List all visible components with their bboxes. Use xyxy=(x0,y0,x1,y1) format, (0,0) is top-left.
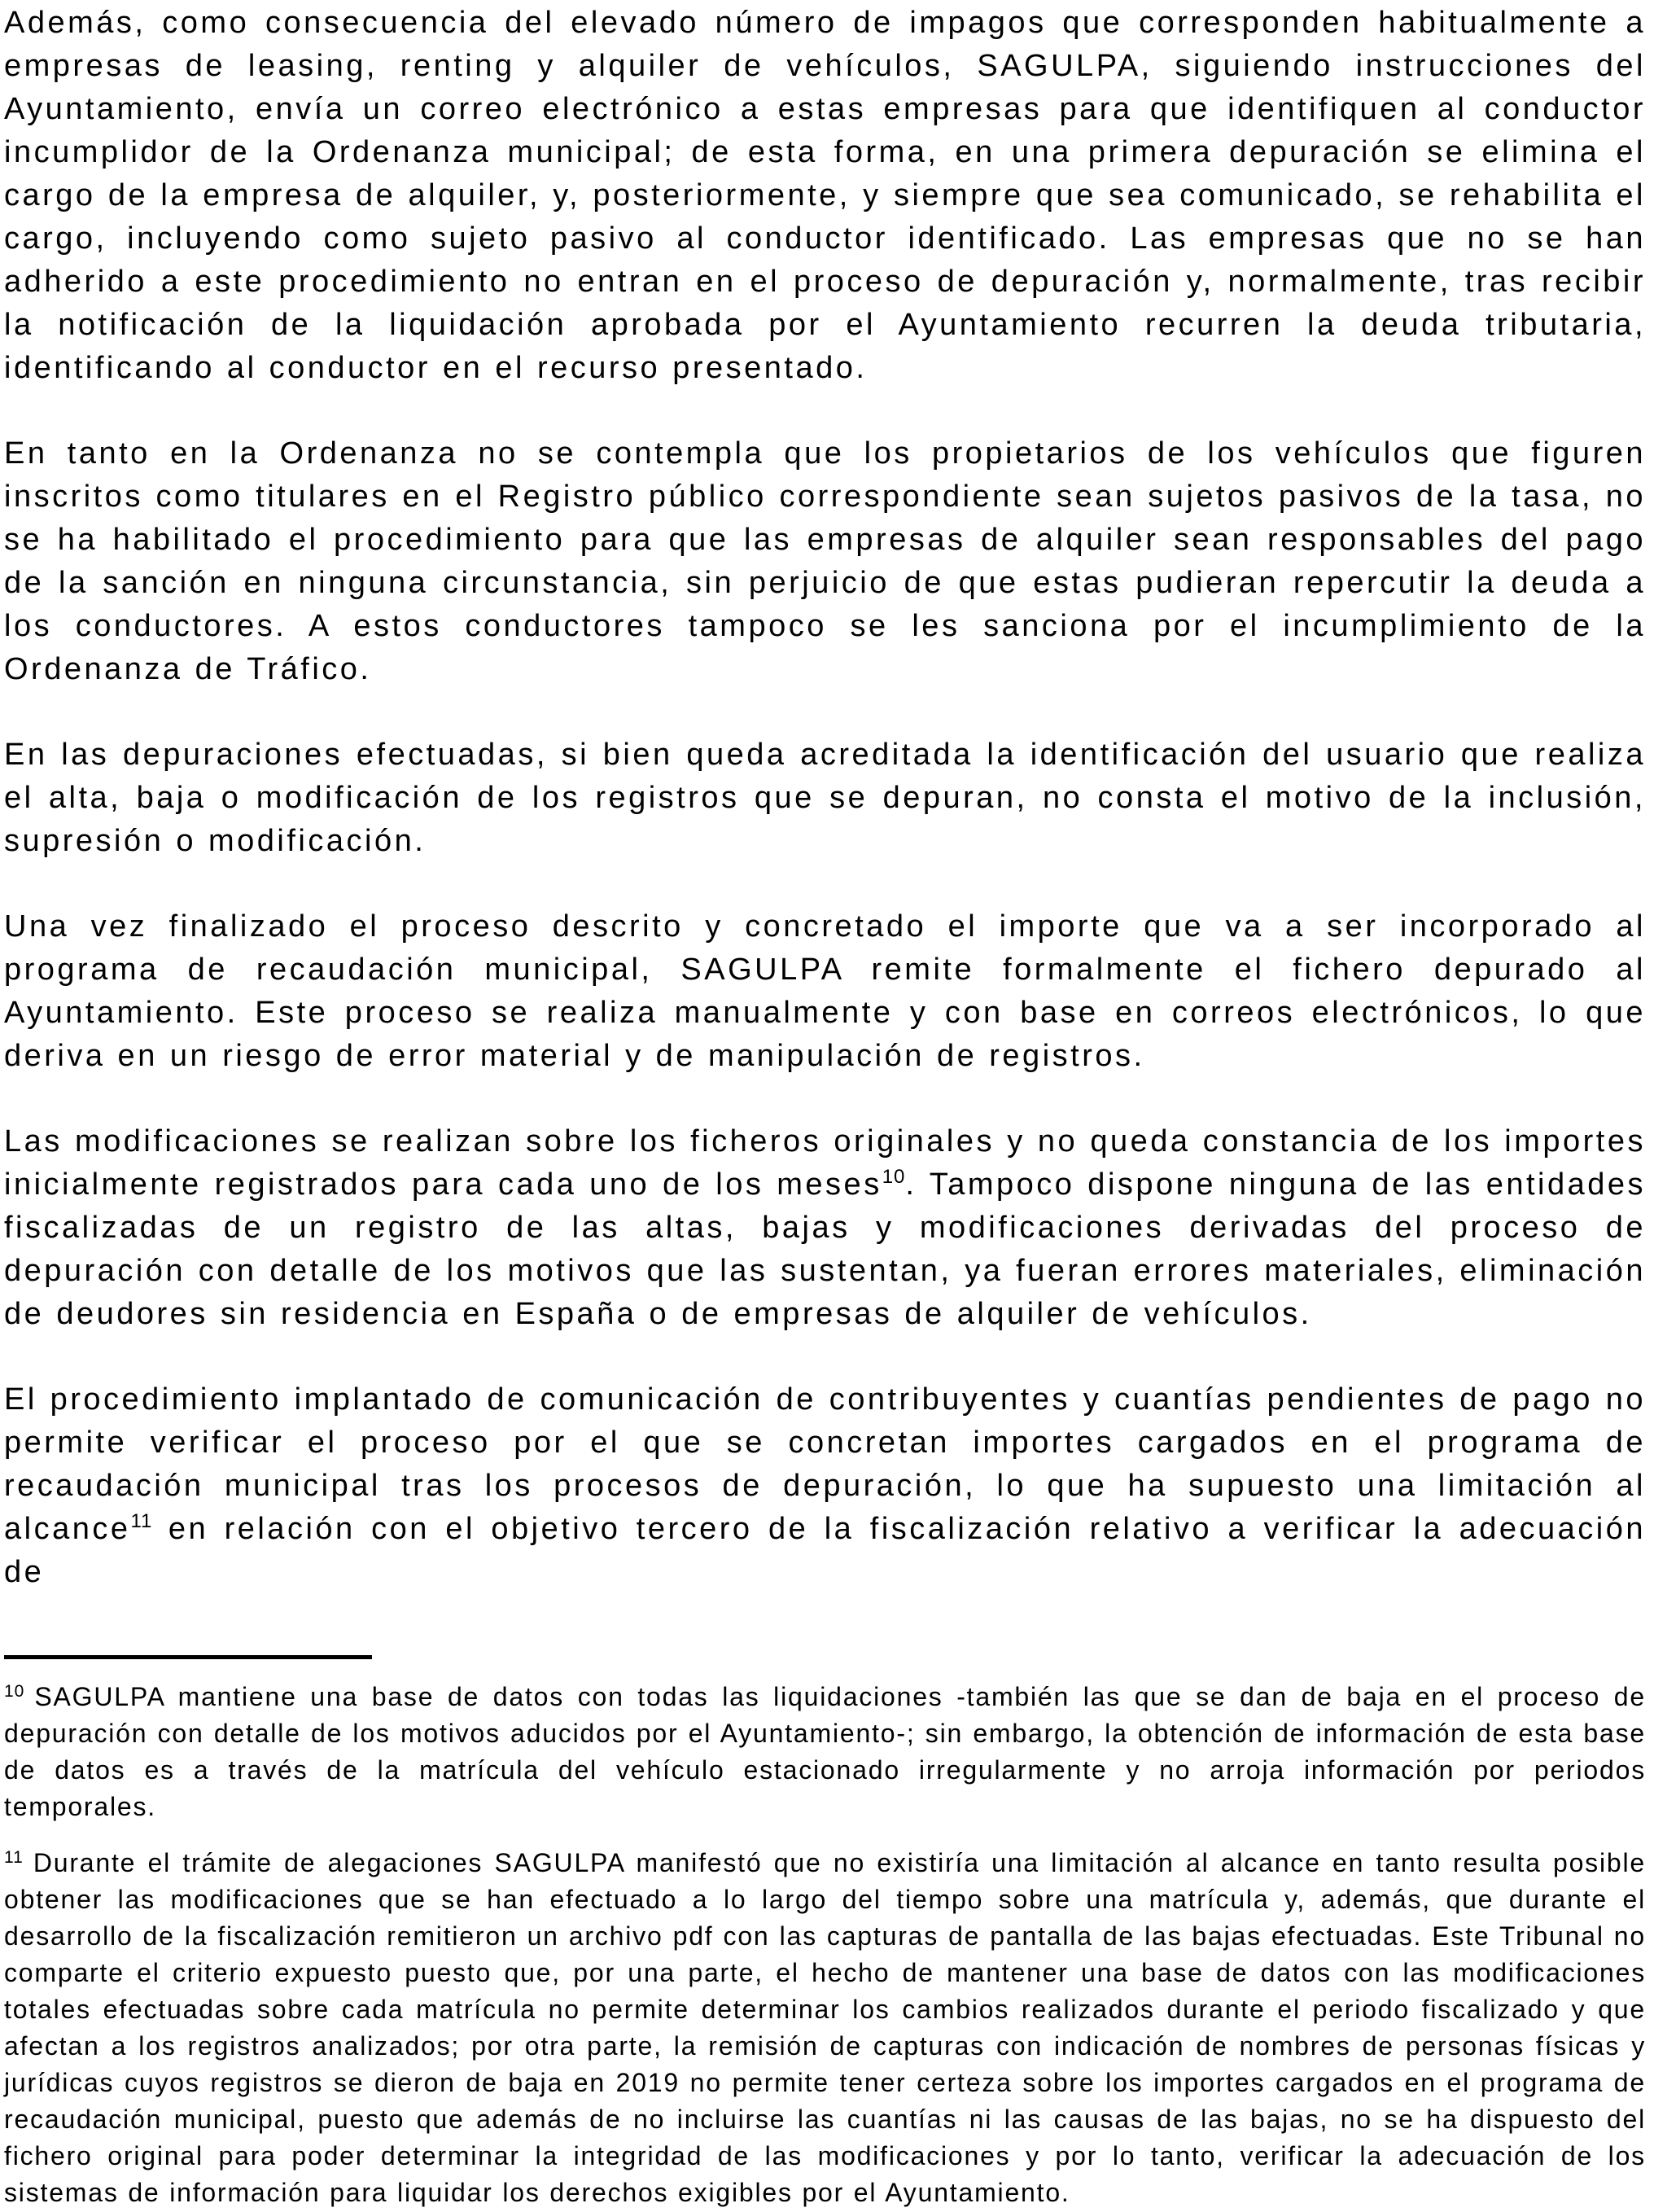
paragraph-2: En tanto en la Ordenanza no se contempla que los propietarios de los vehículos que figuren inscritos como titulares en el Registro público correspondiente sean sujetos pasivos de la tasa, no se ha habilitado el procedimiento para que las empresas de alquiler sean responsables del pago de la sanción en ninguna circunstancia, sin perjuicio de que estas pudieran repercutir la deuda a los conductores. A estos conductores tampoco se les sanciona por el incumplimiento de la Ordenanza de Tráfico. xyxy=(4,436,1646,686)
paragraph-3: En las depuraciones efectuadas, si bien queda acreditada la identificación del usuario que realiza el alta, baja o modificación de los registros que se depuran, no consta el motivo de la inclusión, supresión o modificación. xyxy=(4,738,1646,858)
footnote-11-marker: 11 xyxy=(4,1848,24,1867)
footnote-ref-10: 10 xyxy=(882,1166,906,1188)
paragraph-4: Una vez finalizado el proceso descrito y concretado el importe que va a ser incorporado al programa de recaudación municipal, SAGULPA remite formalmente el fichero depurado al Ayuntamiento. Este proceso se realiza manualmente y con base en correos electrónicos, lo que deriva en un riesgo de error material y de manipulación de registros. xyxy=(4,909,1646,1073)
paragraph-6-text-before-ref: El procedimiento implantado de comunicación de contribuyentes y cuantías pendientes de pago no permite verificar el proceso por el que se concretan importes cargados en el programa de recaudación municipal tras los procesos de depuración, lo que ha supuesto una limitación al alcance xyxy=(4,1382,1646,1546)
footnote-10-marker: 10 xyxy=(4,1682,25,1701)
footnote-11-text: Durante el trámite de alegaciones SAGULPA manifestó que no existiría una limitación al alcance en tanto resulta posible obtener las modificaciones que se han efectuado a lo largo del tiempo sobre una matrícula y, además, que durante el desarrollo de la fiscalización remitieron un archivo pdf con las capturas de pantalla de las bajas efectuadas. Este Tribunal no comparte el criterio expuesto puesto que, por una parte, el hecho de mantener una base de datos con las modificaciones totales efectuadas sobre cada matrícula no permite determinar los cambios realizados durante el periodo fiscalizado y que afectan a los registros analizados; por otra parte, la remisión de capturas con indicación de nombres de personas físicas y jurídicas cuyos registros se dieron de baja en 2019 no permite tener certeza sobre los importes cargados en el programa de recaudación municipal, puesto que además de no incluirse las cuantías ni las causas de las bajas, no se ha dispuesto del fichero original para poder determinar la integridad de las modificaciones y por lo tanto, verificar la adecuación de los sistemas de información para liquidar los derechos exigibles por el Ayuntamiento. xyxy=(4,1848,1646,2207)
footnote-separator xyxy=(4,1655,372,1659)
paragraph-5-text-before-ref: Las modificaciones se realizan sobre los ficheros originales y no queda constancia de los importes inicialmente registrados para cada uno de los meses xyxy=(4,1124,1646,1202)
footnote-10-text: SAGULPA mantiene una base de datos con todas las liquidaciones -también las que se dan de baja en el proceso de depuración con detalle de los motivos aducidos por el Ayuntamiento-; sin embargo, la obtención de información de esta base de datos es a través de la matrícula del vehículo estacionado irregularmente y no arroja información por periodos temporales. xyxy=(4,1682,1646,1821)
paragraph-5 xyxy=(4,1120,1646,1336)
footnote-area xyxy=(4,1655,1646,2211)
footnote-10 xyxy=(4,1679,1646,1825)
paragraph-5-text-after-ref: . Tampoco dispone ninguna de las entidades fiscalizadas de un registro de las altas, bajas y modificaciones derivadas del proceso de depuración con detalle de los motivos que las sustentan, ya fueran errores materiales, eliminación de deudores sin residencia en España o de empresas de alquiler de vehículos. xyxy=(4,1167,1646,1331)
paragraph-6 xyxy=(4,1378,1646,1594)
footnote-11 xyxy=(4,1845,1646,2211)
paragraph-1: Además, como consecuencia del elevado número de impagos que corresponden habitualmente a empresas de leasing, renting y alquiler de vehículos, SAGULPA, siguiendo instrucciones del Ayuntamiento, envía un correo electrónico a estas empresas para que identifiquen al conductor incumplidor de la Ordenanza municipal; de esta forma, en una primera depuración se elimina el cargo de la empresa de alquiler, y, posteriormente, y siempre que sea comunicado, se rehabilita el cargo, incluyendo como sujeto pasivo al conductor identificado. Las empresas que no se han adherido a este procedimiento no entran en el proceso de depuración y, normalmente, tras recibir la notificación de la liquidación aprobada por el Ayuntamiento recurren la deuda tributaria, identificando al conductor en el recurso presentado. xyxy=(4,6,1646,385)
paragraph-6-text-after-ref: en relación con el objetivo tercero de la fiscalización relativo a verificar la adecuación de xyxy=(4,1512,1646,1589)
footnote-ref-11: 11 xyxy=(130,1510,153,1532)
